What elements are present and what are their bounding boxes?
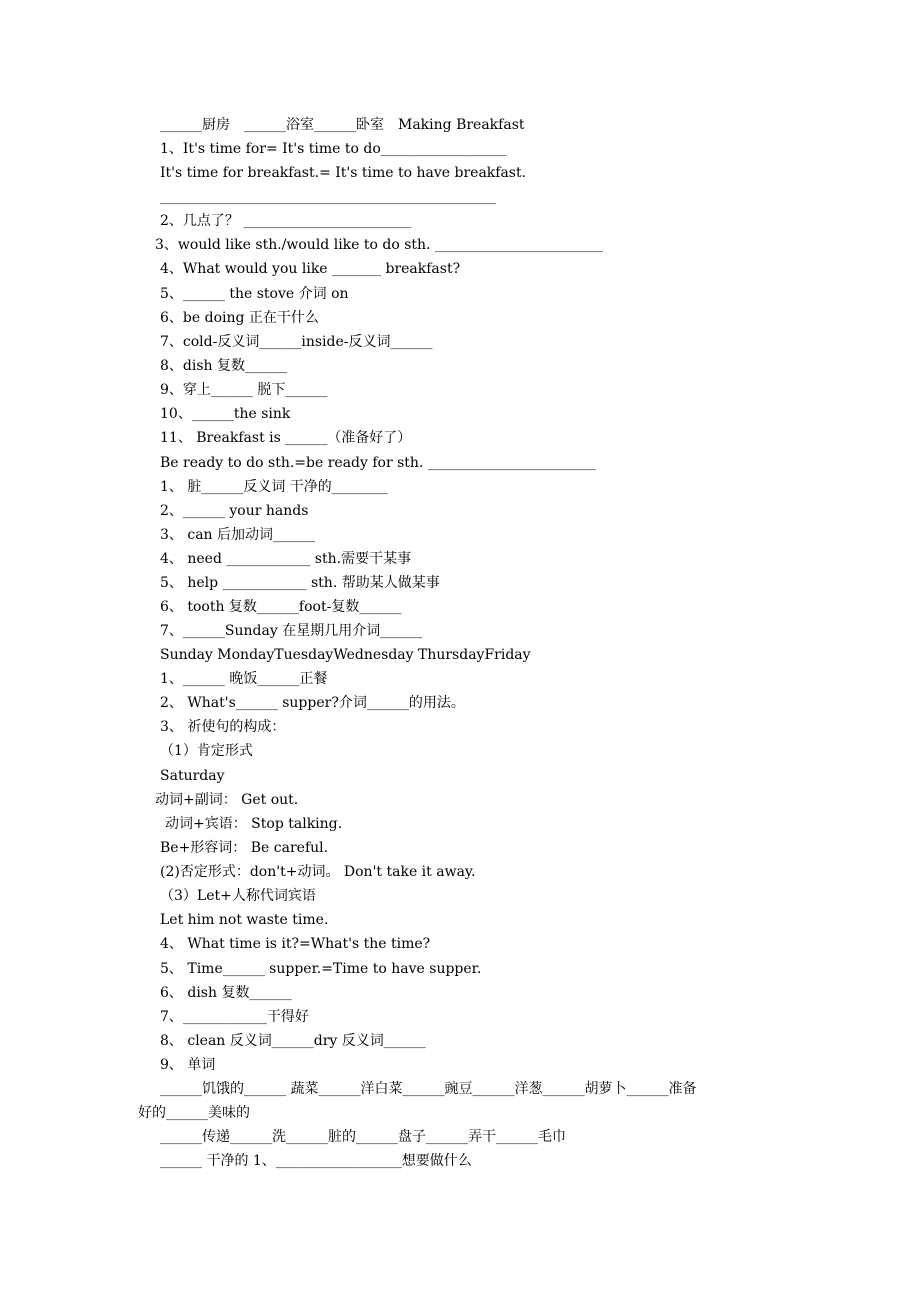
text-line: (2)否定形式：don't+动词。 Don't take it away. [160,864,476,880]
text-line: Sunday MondayTuesdayWednesday ThursdayFriday [160,647,531,663]
text-line: 动词+副词： Get out. [155,792,299,808]
text-line: 4、 need ____________ sth.需要干某事 [160,551,412,567]
text-line: 11、 Breakfast is ______（准备好了） [160,430,412,446]
text-line: 3、would like sth./would like to do sth. ________________________ [155,237,603,253]
text-line: Saturday [160,768,225,784]
text-line: 10、______the sink [160,406,291,422]
text-line: （3）Let+人称代词宾语 [160,888,316,904]
text-line: 3、 祈使句的构成： [160,719,286,735]
text-line: 好的______美味的 [138,1105,250,1121]
text-line: ________________________________________________ [160,189,496,205]
text-line: 8、dish 复数______ [160,358,287,374]
text-line: 3、 can 后加动词______ [160,527,316,543]
text-line: It's time for breakfast.= It's time to have breakfast. [160,165,527,181]
text-line: 1、______ 晚饭______正餐 [160,671,328,687]
text-line: Be+形容词： Be careful. [160,840,329,856]
text-line: 6、 tooth 复数______foot-复数______ [160,599,402,615]
text-line: 2、 What's______ supper?介词______的用法。 [160,695,465,711]
text-line: Be ready to do sth.=be ready for sth. ________________________ [160,455,596,471]
text-line: 4、What would you like _______ breakfast? [160,261,461,277]
text-line: 9、穿上______ 脱下______ [160,382,328,398]
text-line: 4、 What time is it?=What's the time? [160,936,431,952]
text-line: Let him not waste time. [160,912,329,928]
text-line: ______ 干净的 1、__________________想要做什么 [160,1153,472,1169]
text-line: 6、 dish 复数______ [160,985,292,1001]
text-line: 8、 clean 反义词______dry 反义词______ [160,1033,426,1049]
text-line: ______厨房 ______浴室______卧室 Making Breakfast [160,117,525,133]
text-line: 6、be doing 正在干什么 [160,310,319,326]
text-line: 动词+宾语： Stop talking. [165,816,343,832]
text-line: 1、 脏______反义词 干净的________ [160,479,388,495]
text-line: ______传递______洗______脏的______盘子______弄干______毛巾 [160,1129,566,1145]
text-line: （1）肯定形式 [160,743,253,759]
text-line: 7、cold-反义词______inside-反义词______ [160,334,433,350]
text-line: 9、 单词 [160,1057,216,1073]
text-line: 2、______ your hands [160,503,309,519]
text-line: 7、____________干得好 [160,1009,309,1025]
text-line: 5、______ the stove 介词 on [160,286,349,302]
text-line: 1、It's time for= It's time to do__________________ [160,141,507,157]
text-line: 7、______Sunday 在星期几用介词______ [160,623,423,639]
text-line: 5、 Time______ supper.=Time to have supper. [160,961,482,977]
text-line: ______饥饿的______ 蔬菜______洋白菜______豌豆______洋葱______胡萝卜______准备 [160,1081,697,1097]
text-line: 2、几点了？ ________________________ [160,213,412,229]
text-line: 5、 help ____________ sth. 帮助某人做某事 [160,575,440,591]
